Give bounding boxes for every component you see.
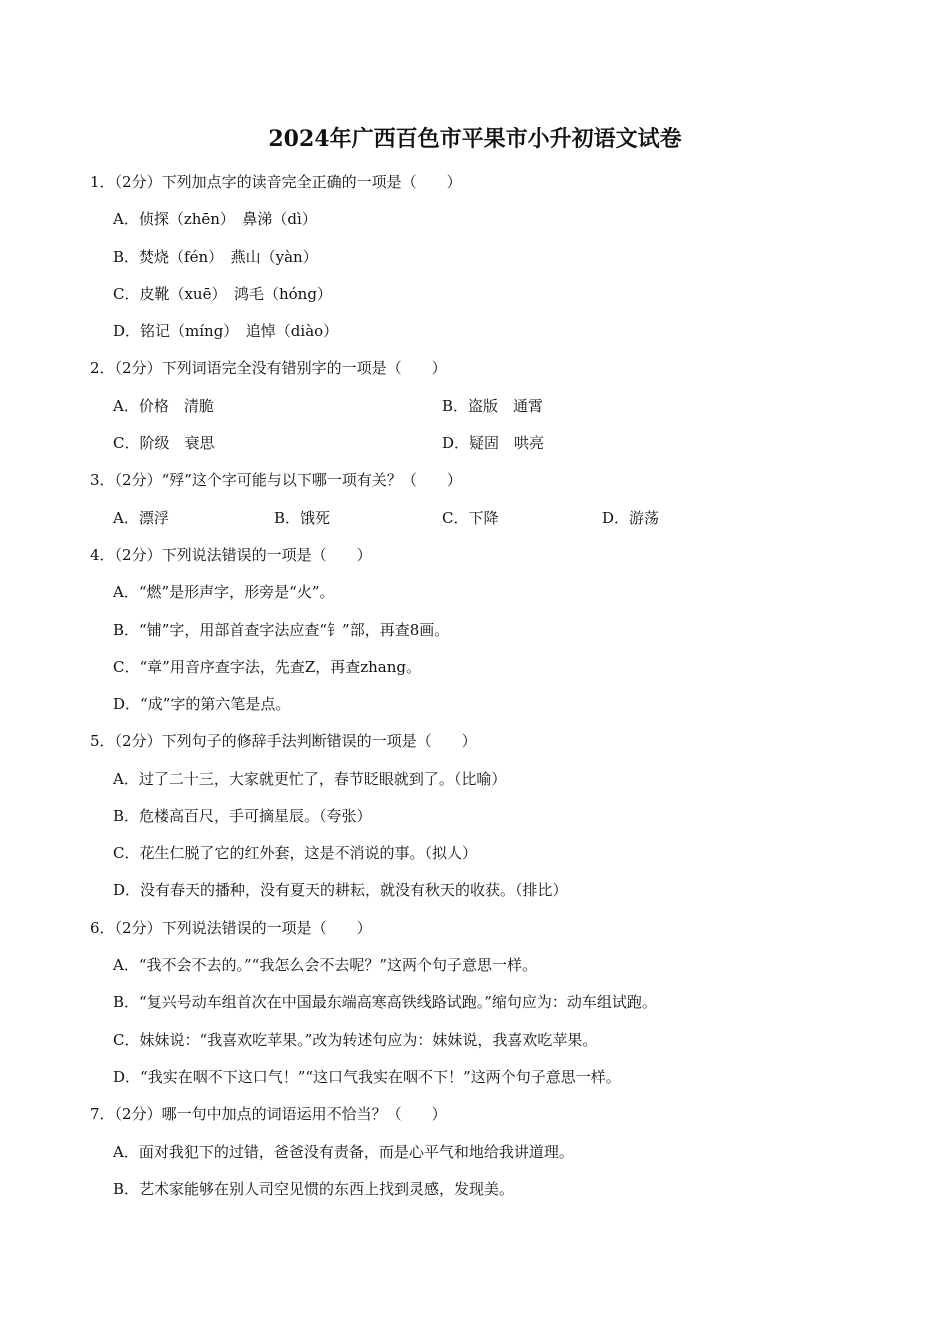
question-2-option-a: A．价格 清脆 [113,397,214,415]
question-6-option-b: B．“复兴号动车组首次在中国最东端高寒高铁线路试跑。”缩句应为：动车组试跑。 [113,993,657,1011]
question-2-option-b: B．盗版 通霄 [442,397,544,415]
question-6-stem: 6．（2分）下列说法错误的一项是（ ） [90,919,372,937]
question-1-option-d: D．铭记（míng） 追悼（diào） [113,322,339,340]
question-4-option-c: C．“章”用音序查字法，先查Z，再查zhang。 [113,658,422,676]
question-4-option-d: D．“成”字的第六笔是点。 [113,695,291,713]
question-6-option-c: C．妹妹说：“我喜欢吃苹果。”改为转述句应为：妹妹说，我喜欢吃苹果。 [113,1031,598,1049]
question-1-stem: 1．（2分）下列加点字的读音完全正确的一项是（ ） [90,173,462,191]
question-3-option-b: B．饿死 [274,509,331,527]
question-1-option-b: B．焚烧（fén） 燕山（yàn） [113,248,318,266]
question-7-option-b: B．艺术家能够在别人司空见惯的东西上找到灵感，发现美。 [113,1180,515,1198]
question-2-option-c: C．阶级 衰思 [113,434,215,452]
question-4-option-a: A．“燃”是形声字，形旁是“火”。 [113,583,335,601]
question-6-option-d: D．“我实在咽不下这口气！”“这口气我实在咽不下！”这两个句子意思一样。 [113,1068,621,1086]
question-4-stem: 4．（2分）下列说法错误的一项是（ ） [90,546,372,564]
question-2-stem: 2．（2分）下列词语完全没有错别字的一项是（ ） [90,359,447,377]
question-6-option-a: A．“我不会不去的。”“我怎么会不去呢？”这两个句子意思一样。 [113,956,538,974]
question-5-stem: 5．（2分）下列句子的修辞手法判断错误的一项是（ ） [90,732,477,750]
question-3-stem: 3．（2分）“殍”这个字可能与以下哪一项有关？（ ） [90,471,462,489]
question-1-option-c: C．皮靴（xuē） 鸿毛（hóng） [113,285,332,303]
question-5-option-c: C．花生仁脱了它的红外套，这是不消说的事。（拟人） [113,844,477,862]
question-3-option-c: C．下降 [442,509,499,527]
question-7-option-a: A．面对我犯下的过错，爸爸没有责备，而是心平气和地给我讲道理。 [113,1143,574,1161]
page-title: 2024年广西百色市平果市小升初语文试卷 [268,126,682,152]
question-2-option-d: D．疑固 哄亮 [442,434,545,452]
question-5-option-b: B．危楼高百尺，手可摘星辰。（夸张） [113,807,372,825]
question-7-stem: 7．（2分）哪一句中加点的词语运用不恰当？（ ） [90,1105,447,1123]
question-1-option-a: A．侦探（zhēn） 鼻涕（dì） [113,210,317,228]
question-5-option-a: A．过了二十三，大家就更忙了，春节眨眼就到了。（比喻） [113,770,507,788]
question-5-option-d: D．没有春天的播种，没有夏天的耕耘，就没有秋天的收获。（排比） [113,881,568,899]
question-3-option-d: D．游荡 [602,509,660,527]
question-4-option-b: B．“铺”字，用部首查字法应查“钅”部，再查8画。 [113,621,450,639]
question-3-option-a: A．漂浮 [113,509,169,527]
